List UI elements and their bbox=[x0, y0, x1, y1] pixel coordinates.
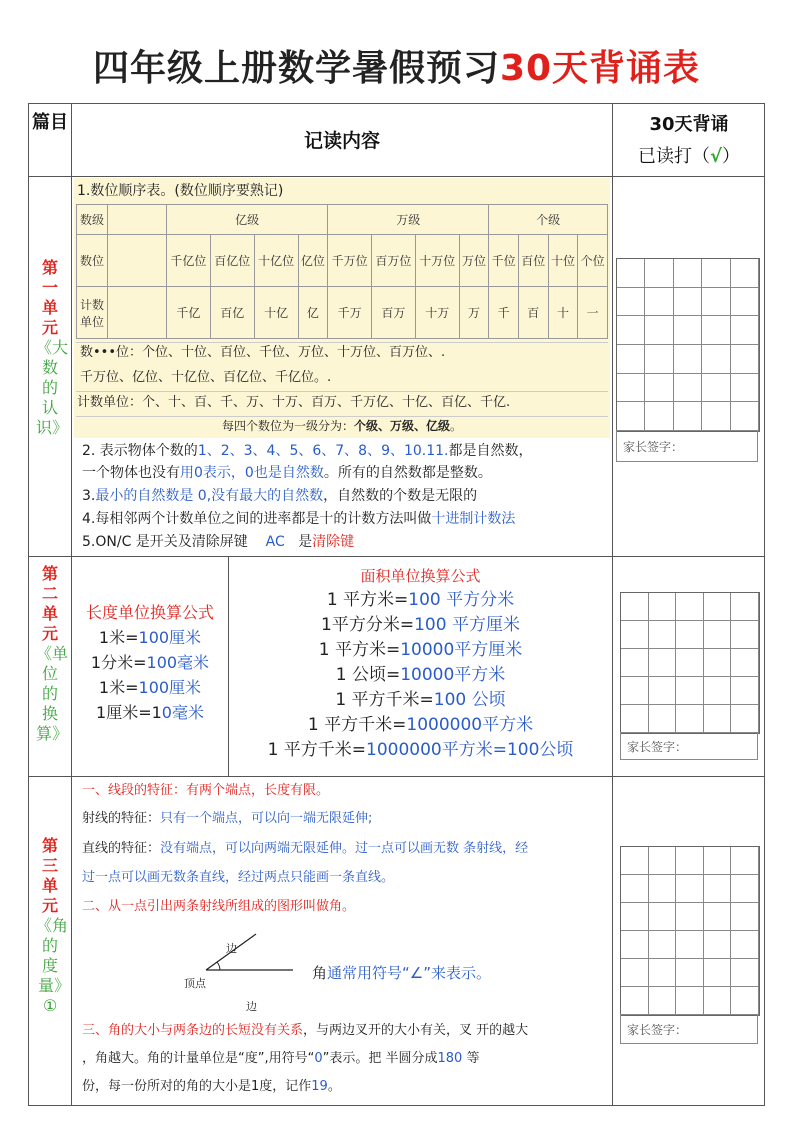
header-col1: 篇目 bbox=[32, 112, 68, 133]
length-line: 1分米=100毫米 bbox=[90, 653, 210, 672]
length-line: 1米=100厘米 bbox=[98, 678, 202, 697]
unit3-line7: ，角越大。角的计量单位是“度”,用符号“0”表示。把 半圆分成180 等 bbox=[82, 1051, 480, 1066]
divider bbox=[28, 556, 765, 557]
area-line: 1 平方千米=1000000平方米 bbox=[307, 715, 534, 735]
place-cell: 百位 bbox=[518, 235, 548, 287]
level-cell: 万级 bbox=[328, 205, 489, 235]
angle-edge-label: 边 bbox=[246, 1000, 257, 1013]
unit-cell: 万 bbox=[459, 287, 489, 339]
unit3-line1: 一、线段的特征：有两个端点，长度有限。 bbox=[82, 783, 330, 798]
place-cell: 百万位 bbox=[372, 235, 416, 287]
row-label: 数级 bbox=[77, 205, 108, 235]
place-cell: 亿位 bbox=[298, 235, 328, 287]
unit2-label: 第二单元 《单位的换算》 bbox=[36, 564, 69, 743]
place-cell: 千位 bbox=[489, 235, 519, 287]
area-line: 1 公顷=10000平方米 bbox=[335, 665, 506, 685]
units-line: 计数单位：个、十、百、千、万、十万、百万、千万亿、十亿、百亿、千亿. bbox=[77, 395, 511, 410]
unit-cell: 千 bbox=[489, 287, 519, 339]
area-line: 1 平方米=100 平方分米 bbox=[326, 590, 515, 610]
header-col3-line2: 已读打（√） bbox=[637, 146, 740, 167]
row-label: 数位 bbox=[77, 235, 108, 287]
divider bbox=[28, 176, 765, 177]
check-grid[interactable] bbox=[620, 846, 760, 1016]
place-value-table bbox=[76, 204, 608, 339]
unit3-line2: 射线的特征：只有一个端点，可以向一端无限延伸; bbox=[82, 811, 373, 826]
angle-edge-label: 边 bbox=[226, 942, 237, 955]
unit1-point2: 2. 表示物体个数的1、2、3、4、5、6、7、8、9、10.11.都是自然数， 一个物体也没有用0表示，0也是自然数。所有的自然数都是整数。 bbox=[82, 443, 533, 481]
unit-cell: 十万 bbox=[415, 287, 459, 339]
parent-signature-box[interactable]: 家长签字： bbox=[620, 1014, 758, 1044]
angle-vertex-label: 顶点 bbox=[184, 977, 206, 990]
area-line: 1 平方千米=1000000平方米=100公顷 bbox=[267, 740, 574, 760]
parent-signature-box[interactable]: 家长签字： bbox=[620, 732, 758, 760]
header-col3-line1: 30天背诵 bbox=[649, 114, 729, 135]
divider bbox=[612, 103, 613, 1106]
header-col2: 记读内容 bbox=[303, 130, 380, 152]
angle-diagram-icon bbox=[168, 918, 308, 1010]
place-cell: 万位 bbox=[459, 235, 489, 287]
length-title: 长度单位换算公式 bbox=[85, 603, 214, 622]
unit1-point4: 4.每相邻两个计数单位之间的进率都是十的计数方法叫做十进制计数法 bbox=[82, 511, 516, 527]
unit3-line4: 过一点可以画无数条直线，经过两点只能画一条直线。 bbox=[82, 870, 395, 885]
length-line: 1厘米=10毫米 bbox=[96, 703, 204, 722]
area-line: 1平方分米=100 平方厘米 bbox=[321, 615, 520, 635]
page-title: 四年级上册数学暑假预习30天背诵表 bbox=[92, 48, 701, 89]
level-cell: 亿级 bbox=[167, 205, 328, 235]
unit-cell: 百万 bbox=[372, 287, 416, 339]
unit3-line8: 份，每一份所对的角的大小是1度，记作19。 bbox=[82, 1079, 341, 1094]
level-cell: 个级 bbox=[489, 205, 608, 235]
title-highlight: 30天背诵表 bbox=[499, 48, 701, 89]
area-title: 面积单位换算公式 bbox=[360, 567, 481, 585]
place-table-title: 1.数位顺序表。(数位顺序要熟记) bbox=[77, 183, 284, 199]
unit3-line6: 三、角的大小与两条边的长短没有关系，与两边叉开的大小有关，叉 开的越大 bbox=[82, 1023, 529, 1038]
area-line: 1 平方千米=100 公顷 bbox=[335, 690, 506, 710]
parent-signature-box[interactable]: 家长签字： bbox=[616, 430, 758, 462]
place-cell: 千万位 bbox=[328, 235, 372, 287]
place-cell: 十万位 bbox=[415, 235, 459, 287]
places-line1: 数•••位：个位、十位、百位、千位、万位、十万位、百万位、. bbox=[80, 345, 446, 360]
divider bbox=[28, 776, 765, 777]
group-line: 每四个数位为一级分为：个级、万级、亿级。 bbox=[221, 419, 463, 433]
unit-cell: 百亿 bbox=[210, 287, 254, 339]
unit-cell: 十 bbox=[548, 287, 578, 339]
place-cell: 千亿位 bbox=[167, 235, 211, 287]
unit3-label: 第三单元 《角的度量》① bbox=[36, 836, 69, 1015]
check-icon: √ bbox=[709, 146, 722, 167]
unit1-point3: 3.最小的自然数是 0,没有最大的自然数，自然数的个数是无限的 bbox=[82, 488, 478, 504]
unit1-point5: 5.ON/C 是开关及清除屏键 AC 是清除键 bbox=[82, 534, 355, 550]
unit-cell: 千亿 bbox=[167, 287, 211, 339]
unit-cell: 亿 bbox=[298, 287, 328, 339]
unit-cell: 百 bbox=[518, 287, 548, 339]
check-grid[interactable] bbox=[620, 592, 760, 734]
row-label: 计数单位 bbox=[77, 287, 108, 339]
area-line: 1 平方米=10000平方厘米 bbox=[318, 640, 523, 660]
angle-symbol-text: 角通常用符号“∠”来表示。 bbox=[312, 964, 492, 982]
place-cell: 百亿位 bbox=[210, 235, 254, 287]
places-line2: 千万位、亿位、十亿位、百亿位、千亿位。. bbox=[80, 370, 332, 385]
length-section bbox=[72, 600, 228, 725]
place-cell: 十亿位 bbox=[254, 235, 298, 287]
unit1-label: 第一单元 《大数的认识》 bbox=[36, 258, 69, 437]
length-line: 1米=100厘米 bbox=[98, 628, 202, 647]
unit3-line5: 二、从一点引出两条射线所组成的图形叫做角。 bbox=[82, 899, 356, 914]
check-grid[interactable] bbox=[616, 258, 760, 432]
unit3-line3: 直线的特征：没有端点，可以向两端无限延伸。过一点可以画无数 条射线，经 bbox=[82, 841, 529, 856]
unit-cell: 十亿 bbox=[254, 287, 298, 339]
place-cell: 个位 bbox=[578, 235, 608, 287]
unit-cell: 千万 bbox=[328, 287, 372, 339]
place-cell: 十位 bbox=[548, 235, 578, 287]
area-section bbox=[229, 564, 612, 763]
unit-cell: 一 bbox=[578, 287, 608, 339]
